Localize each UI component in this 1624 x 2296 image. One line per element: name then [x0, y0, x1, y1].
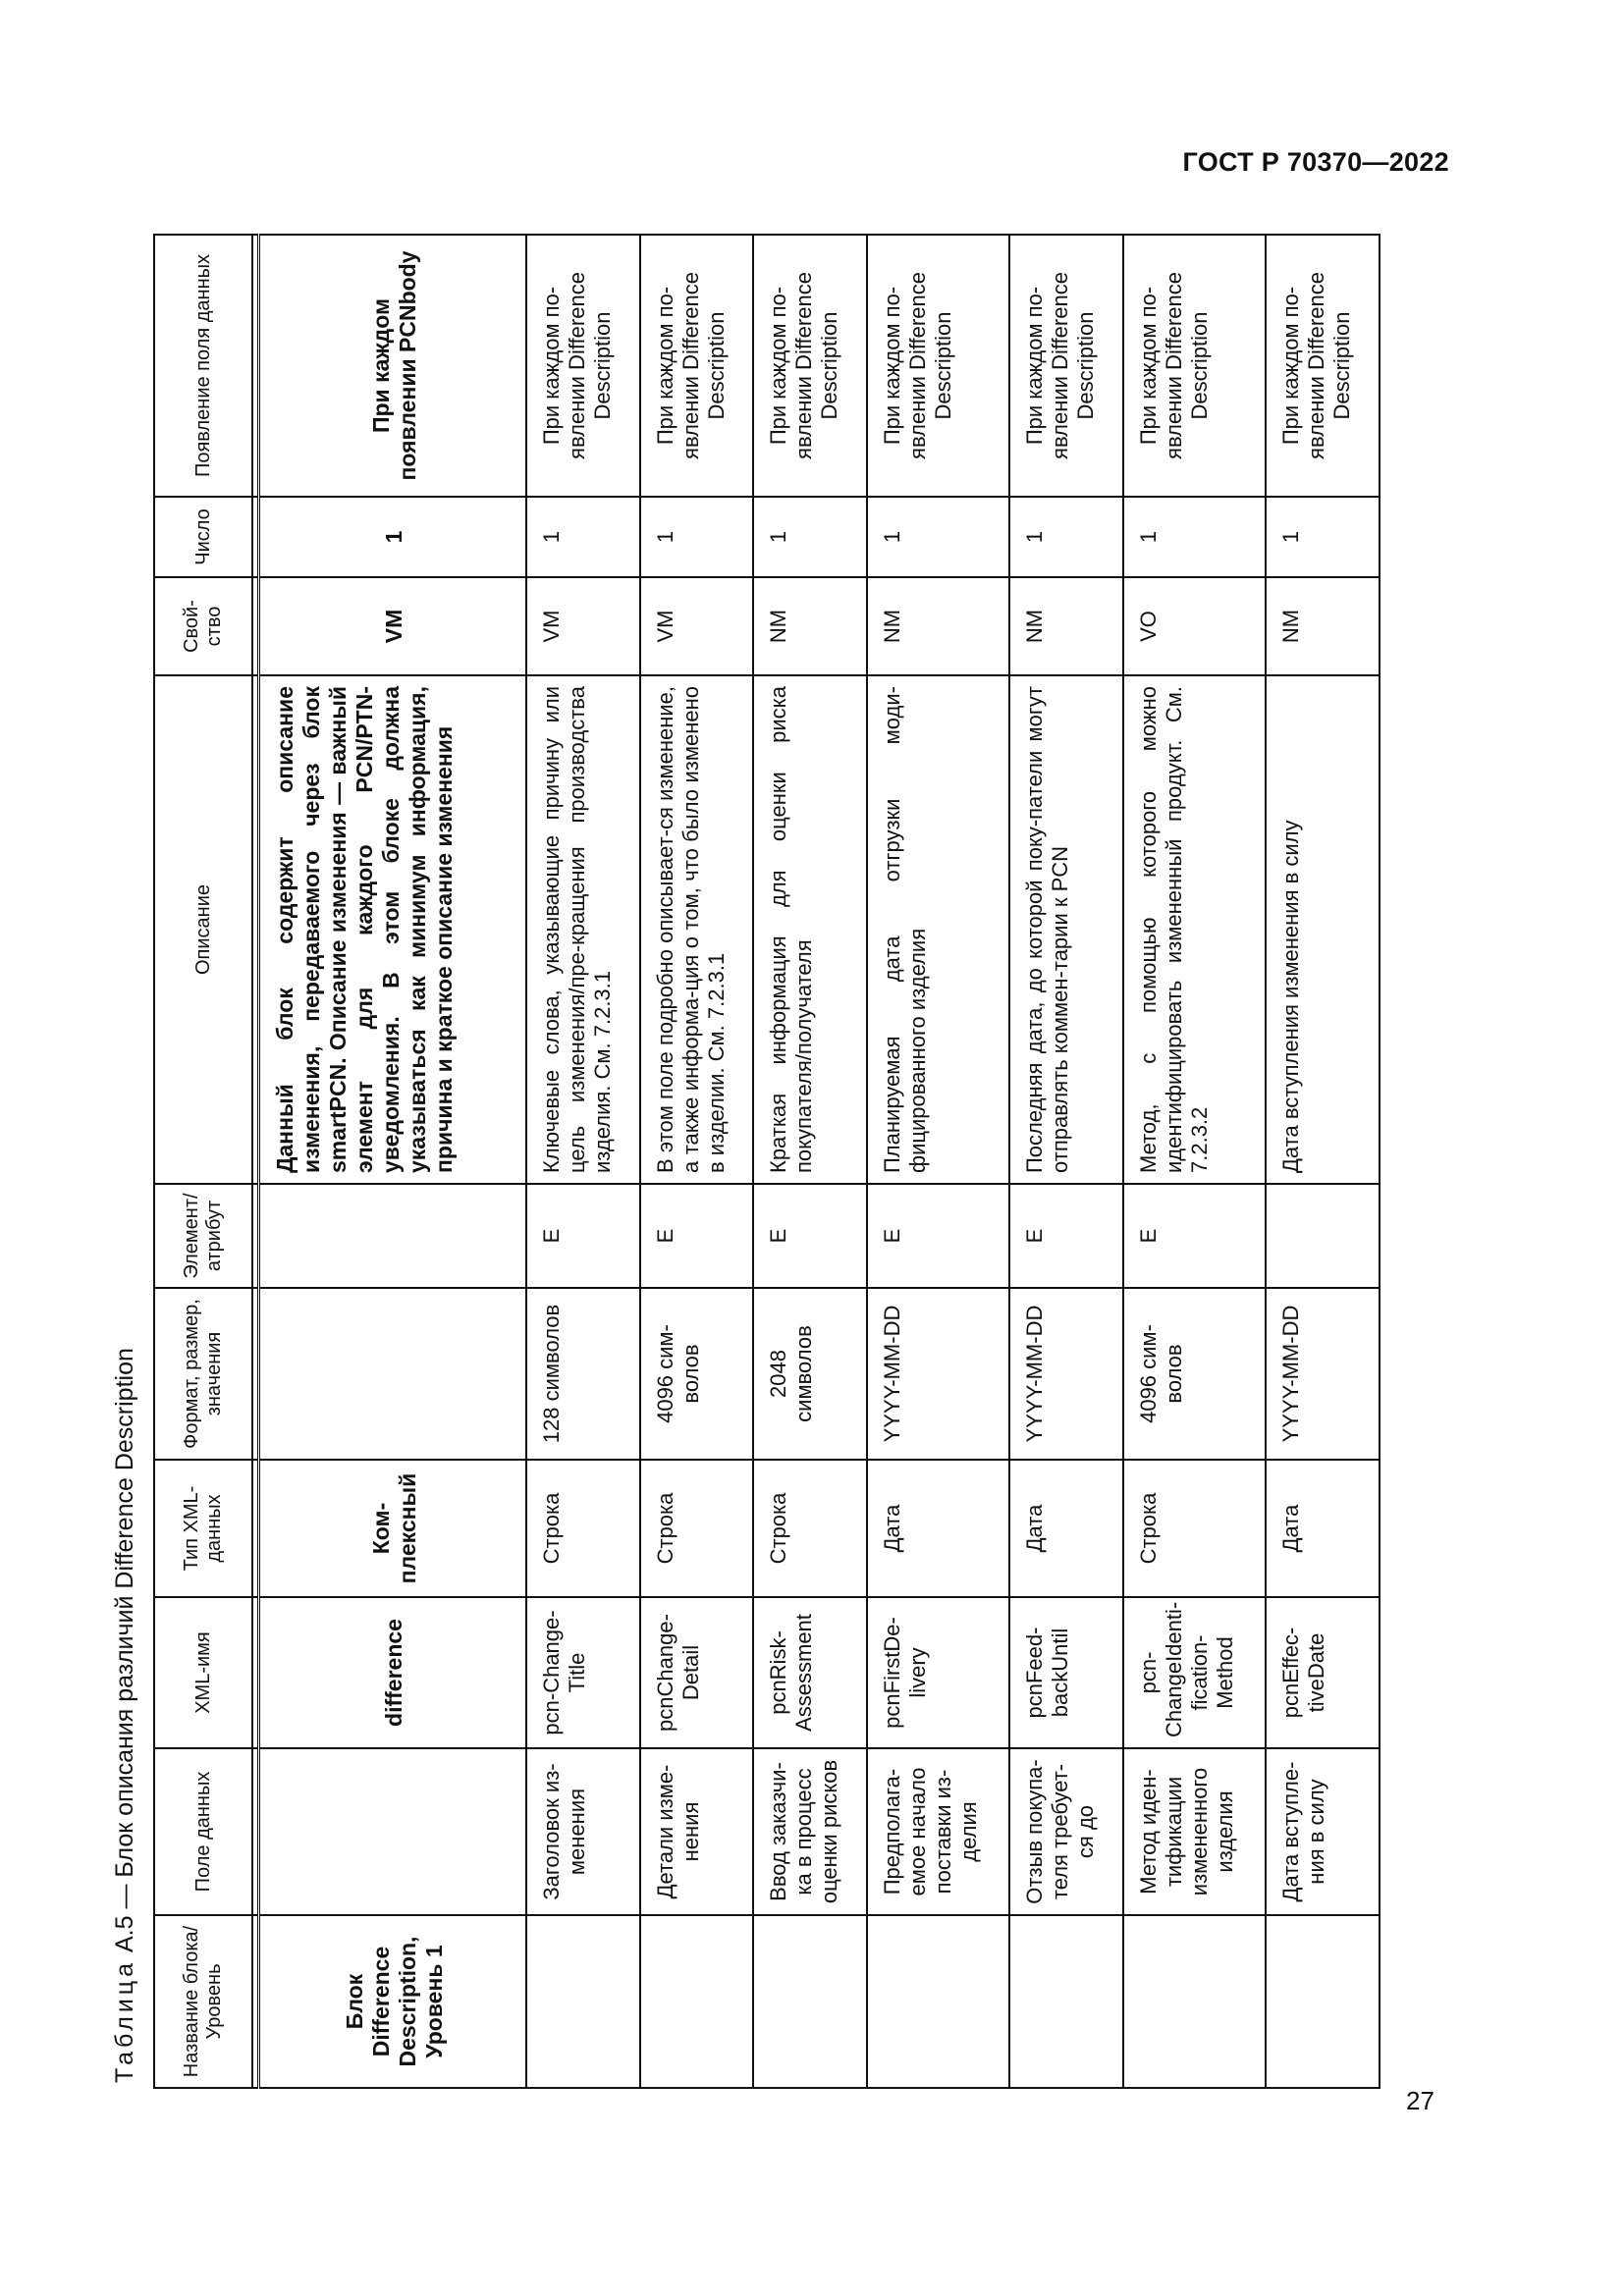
occurrence-cell: При каждом по-явлении Difference Description: [1266, 235, 1380, 497]
xml-name-cell: difference: [258, 1597, 526, 1748]
table-row: [526, 235, 640, 2088]
data-field-cell: Метод иден-тификации измененного изделия: [1123, 1748, 1267, 1915]
header-cell: Тип XML-данных: [154, 1460, 252, 1597]
xml-type-cell: Строка: [640, 1460, 754, 1597]
xml-name-cell: pcn-ChangeIdenti-fication-Method: [1123, 1597, 1267, 1748]
xml-type-cell: Строка: [526, 1460, 640, 1597]
format-cell: YYYY-MM-DD: [867, 1288, 1010, 1460]
property-cell: NM: [867, 577, 1010, 675]
xml-name-cell: pcnFeed-backUntil: [1009, 1597, 1123, 1748]
property-cell: NM: [1009, 577, 1123, 675]
page-number: 27: [1406, 2086, 1435, 2115]
format-cell: 128 символов: [526, 1288, 640, 1460]
element-attribute-cell: E: [1009, 1184, 1123, 1288]
property-cell: NM: [753, 577, 867, 675]
xml-name-cell: pcnChange-Detail: [640, 1597, 754, 1748]
table-row: [753, 235, 867, 2088]
header-cell: Появление поля данных: [154, 235, 252, 497]
block-name-cell: [640, 1915, 754, 2088]
table-caption-label: Таблица: [111, 1958, 138, 2083]
element-attribute-cell: E: [1123, 1184, 1267, 1288]
description-cell: Краткая информация для оценки риска покупателя/получателя: [753, 675, 867, 1184]
data-field-cell: Дата вступле-ния в силу: [1266, 1748, 1380, 1915]
occurrence-cell: При каждом появлении PCNbody: [258, 235, 526, 497]
format-cell: [258, 1288, 526, 1460]
header-cell: Поле данных: [154, 1748, 252, 1915]
xml-type-cell: Ком-плексный: [258, 1460, 526, 1597]
property-cell: VM: [258, 577, 526, 675]
table-row: [1266, 235, 1380, 2088]
count-cell: 1: [526, 497, 640, 577]
block-name-cell: [867, 1915, 1010, 2088]
block-name-cell: [1009, 1915, 1123, 2088]
description-cell: Ключевые слова, указывающие причину или цель изменения/пре-кращения производства изделия. См. 7.2.3.1: [526, 675, 640, 1184]
table-row: [867, 235, 1010, 2088]
count-cell: 1: [1009, 497, 1123, 577]
format-cell: 4096 сим-волов: [1123, 1288, 1267, 1460]
element-attribute-cell: E: [526, 1184, 640, 1288]
xml-name-cell: pcnEffec-tiveDate: [1266, 1597, 1380, 1748]
element-attribute-cell: E: [753, 1184, 867, 1288]
count-cell: 1: [1266, 497, 1380, 577]
block-name-cell: [1266, 1915, 1380, 2088]
table-header-row: [154, 235, 252, 2088]
occurrence-cell: При каждом по-явлении Difference Description: [640, 235, 754, 497]
xml-type-cell: Дата: [1009, 1460, 1123, 1597]
element-attribute-cell: [1266, 1184, 1380, 1288]
xml-name-cell: pcn-Change-Title: [526, 1597, 640, 1748]
header-cell: Формат, размер, значения: [154, 1288, 252, 1460]
property-cell: VM: [640, 577, 754, 675]
occurrence-cell: При каждом по-явлении Difference Description: [867, 235, 1010, 497]
count-cell: 1: [1123, 497, 1267, 577]
block-name-cell: [526, 1915, 640, 2088]
data-field-cell: Предполага-емое начало поставки из-делия: [867, 1748, 1010, 1915]
header-cell: Название блока/ Уровень: [154, 1915, 252, 2088]
count-cell: 1: [753, 497, 867, 577]
count-cell: 1: [867, 497, 1010, 577]
occurrence-cell: При каждом по-явлении Difference Description: [1009, 235, 1123, 497]
xml-type-cell: Дата: [867, 1460, 1010, 1597]
difference-description-table: [153, 234, 1380, 2089]
header-cell: XML-имя: [154, 1597, 252, 1748]
format-cell: 4096 сим-волов: [640, 1288, 754, 1460]
property-cell: NM: [1266, 577, 1380, 675]
table-caption-title: А.5 — Блок описания различий Difference Description: [111, 1348, 138, 1959]
description-cell: Данный блок содержит описание изменения, передаваемого через блок smartPCN. Описание изменения — важный элемент для каждого PCN/PTN-уведомления. В этом блоке должна указываться как минимум информация, причина и краткое описание изменения: [258, 675, 526, 1184]
xml-name-cell: pcnFirstDe-livery: [867, 1597, 1010, 1748]
format-cell: YYYY-MM-DD: [1266, 1288, 1380, 1460]
occurrence-cell: При каждом по-явлении Difference Description: [526, 235, 640, 497]
occurrence-cell: При каждом по-явлении Difference Description: [753, 235, 867, 497]
data-field-cell: Отзыв покупа-теля требует-ся до: [1009, 1748, 1123, 1915]
data-field-cell: Детали изме-нения: [640, 1748, 754, 1915]
data-field-cell: Ввод заказчи-ка в процесс оценки рисков: [753, 1748, 867, 1915]
description-cell: Метод, с помощью которого можно идентифицировать измененный продукт. См. 7.2.3.2: [1123, 675, 1267, 1184]
format-cell: YYYY-MM-DD: [1009, 1288, 1123, 1460]
block-name-cell: [1123, 1915, 1267, 2088]
header-cell: Свой-ство: [154, 577, 252, 675]
xml-name-cell: pcnRisk-Assessment: [753, 1597, 867, 1748]
xml-type-cell: Строка: [1123, 1460, 1267, 1597]
description-cell: Планируемая дата отгрузки моди-фицированного изделия: [867, 675, 1010, 1184]
table-body: [258, 235, 1380, 2088]
description-cell: Последняя дата, до которой поку-патели могут отправлять коммен-тарии к PCN: [1009, 675, 1123, 1184]
xml-type-cell: Дата: [1266, 1460, 1380, 1597]
header-cell: Описание: [154, 675, 252, 1184]
count-cell: 1: [258, 497, 526, 577]
occurrence-cell: При каждом по-явлении Difference Description: [1123, 235, 1267, 497]
table-row: [1123, 235, 1267, 2088]
element-attribute-cell: [258, 1184, 526, 1288]
rotated-table-block: [108, 236, 1390, 2089]
property-cell: VM: [526, 577, 640, 675]
header-cell: Число: [154, 497, 252, 577]
count-cell: 1: [640, 497, 754, 577]
data-field-cell: Заголовок из-менения: [526, 1748, 640, 1915]
data-field-cell: [258, 1748, 526, 1915]
xml-type-cell: Строка: [753, 1460, 867, 1597]
description-cell: В этом поле подробно описывает-ся изменение, а также информа-ция о том, что было изменено в изделии. См. 7.2.3.1: [640, 675, 754, 1184]
table-row: [640, 235, 754, 2088]
block-name-cell: Блок Difference Description, Уровень 1: [258, 1915, 526, 2088]
block-name-cell: [753, 1915, 867, 2088]
standard-designation: ГОСТ Р 70370—2022: [1182, 147, 1449, 177]
property-cell: VO: [1123, 577, 1267, 675]
header-cell: Элемент/ атрибут: [154, 1184, 252, 1288]
element-attribute-cell: E: [640, 1184, 754, 1288]
table-caption: [111, 1348, 139, 2083]
table-row: [258, 235, 526, 2088]
element-attribute-cell: E: [867, 1184, 1010, 1288]
table-row: [1009, 235, 1123, 2088]
format-cell: 2048 символов: [753, 1288, 867, 1460]
description-cell: Дата вступления изменения в силу: [1266, 675, 1380, 1184]
